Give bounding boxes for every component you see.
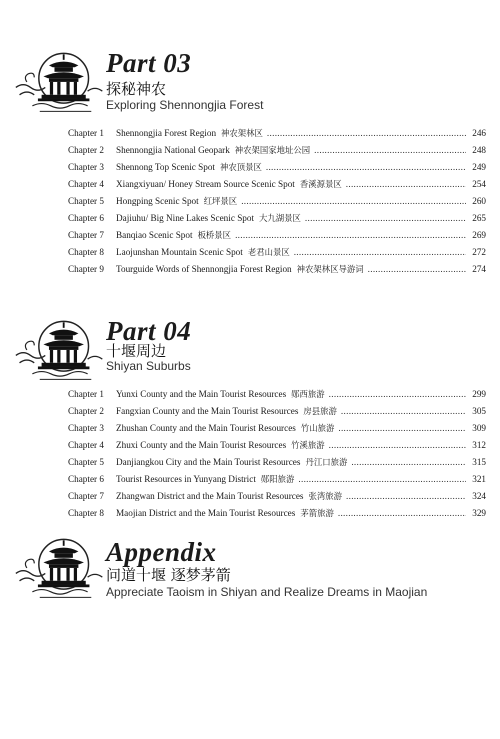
- dot-leader: [338, 505, 466, 522]
- chapter-title: Danjiangkou City and the Main Tourist Resources: [116, 457, 301, 467]
- toc-row[interactable]: [68, 505, 486, 522]
- part-04-title: Part 04: [106, 316, 192, 346]
- part-03-title: Part 03: [106, 48, 192, 78]
- chapter-cn-title: 房县旅游: [303, 406, 337, 416]
- chapter-label: Chapter 7: [68, 491, 104, 501]
- part-04-cn-title: 十堰周边: [106, 342, 167, 360]
- chapter-page: 315: [472, 457, 486, 467]
- chapter-cn-title: 茅箭旅游: [300, 508, 334, 518]
- chapter-page: 299: [472, 389, 486, 399]
- dot-leader: [267, 125, 466, 142]
- chapter-page: 305: [472, 406, 486, 416]
- chapter-label: Chapter 3: [68, 423, 104, 433]
- chapter-page: 254: [472, 179, 486, 189]
- chapter-title: Zhuxi County and the Main Tourist Resources: [116, 440, 287, 450]
- chapter-title: Tourist Resources in Yunyang District: [116, 474, 256, 484]
- dot-leader: [305, 210, 466, 227]
- part-04-en-subtitle: Shiyan Suburbs: [106, 359, 191, 373]
- chapter-title: Xiangxiyuan/ Honey Stream Source Scenic Spot: [116, 179, 295, 189]
- chapter-title: Banqiao Scenic Spot: [116, 230, 193, 240]
- chapter-page: 324: [472, 491, 486, 501]
- chapter-cn-title: 神农顶景区: [219, 162, 262, 172]
- dot-leader: [338, 420, 466, 437]
- chapter-title: Fangxian County and the Main Tourist Resources: [116, 406, 299, 416]
- part-03-cn-title: 探秘神农: [106, 80, 167, 98]
- toc-row[interactable]: [68, 159, 486, 176]
- chapter-page: 265: [472, 213, 486, 223]
- chapter-cn-title: 神农架林区: [221, 128, 263, 138]
- chapter-label: Chapter 7: [68, 230, 104, 240]
- chapter-cn-title: 郧西旅游: [291, 389, 325, 399]
- toc-row[interactable]: [68, 193, 486, 210]
- dot-leader: [294, 244, 466, 261]
- chapter-label: Chapter 1: [68, 389, 104, 399]
- chapter-title: Tourguide Words of Shennongjia Forest Region: [116, 264, 292, 274]
- chapter-label: Chapter 5: [68, 196, 104, 206]
- pavilion-emblem-icon: [14, 42, 106, 120]
- chapter-title: Shennong Top Scenic Spot: [116, 162, 215, 172]
- toc-row[interactable]: [68, 261, 486, 278]
- toc-row[interactable]: [68, 142, 486, 159]
- appendix-cn-title: 问道十堰 逐梦茅箭: [106, 566, 231, 584]
- chapter-label: Chapter 5: [68, 457, 104, 467]
- toc-row[interactable]: [68, 403, 486, 420]
- part-03-toc: [68, 125, 486, 278]
- chapter-page: 309: [472, 423, 486, 433]
- chapter-label: Chapter 2: [68, 145, 104, 155]
- chapter-cn-title: 郧阳旅游: [260, 474, 295, 484]
- chapter-page: 269: [472, 230, 486, 240]
- toc-row[interactable]: [68, 227, 486, 244]
- chapter-label: Chapter 8: [68, 508, 104, 518]
- dot-leader: [346, 176, 466, 193]
- appendix-title: Appendix: [106, 537, 217, 567]
- chapter-page: 329: [472, 508, 486, 518]
- chapter-title: Shennongjia Forest Region: [116, 128, 217, 138]
- chapter-label: Chapter 1: [68, 128, 104, 138]
- dot-leader: [266, 159, 466, 176]
- chapter-title: Laojunshan Mountain Scenic Spot: [116, 247, 243, 257]
- toc-row[interactable]: [68, 176, 486, 193]
- chapter-cn-title: 张湾旅游: [308, 491, 342, 501]
- chapter-title: Shennongjia National Geopark: [116, 145, 230, 155]
- chapter-page: 274: [472, 264, 486, 274]
- chapter-title: Yunxi County and the Main Tourist Resources: [116, 389, 287, 399]
- pavilion-emblem-icon: [14, 528, 106, 606]
- chapter-page: 272: [472, 247, 486, 257]
- dot-leader: [329, 386, 466, 403]
- chapter-page: 249: [472, 162, 486, 172]
- toc-row[interactable]: [68, 437, 486, 454]
- dot-leader: [341, 403, 466, 420]
- dot-leader: [351, 454, 466, 471]
- toc-row[interactable]: [68, 488, 486, 505]
- pavilion-emblem-icon: [14, 310, 106, 388]
- toc-row[interactable]: [68, 125, 486, 142]
- part-04-toc: [68, 386, 486, 522]
- chapter-page: 321: [472, 474, 486, 484]
- chapter-cn-title: 板桥景区: [197, 230, 232, 240]
- chapter-label: Chapter 9: [68, 264, 104, 274]
- chapter-label: Chapter 8: [68, 247, 104, 257]
- toc-row[interactable]: [68, 210, 486, 227]
- chapter-cn-title: 老君山景区: [247, 247, 290, 257]
- chapter-cn-title: 香溪源景区: [299, 179, 342, 189]
- chapter-cn-title: 红坪景区: [203, 196, 238, 206]
- dot-leader: [314, 142, 466, 159]
- chapter-title: Dajiuhu/ Big Nine Lakes Scenic Spot: [116, 213, 255, 223]
- chapter-page: 312: [472, 440, 486, 450]
- chapter-page: 246: [472, 128, 486, 138]
- dot-leader: [241, 193, 466, 210]
- chapter-page: 248: [472, 145, 486, 155]
- part-03-en-subtitle: Exploring Shennongjia Forest: [106, 98, 264, 112]
- chapter-label: Chapter 4: [68, 440, 104, 450]
- dot-leader: [346, 488, 466, 505]
- toc-row[interactable]: [68, 454, 486, 471]
- dot-leader: [329, 437, 466, 454]
- chapter-label: Chapter 3: [68, 162, 104, 172]
- chapter-title: Maojian District and the Main Tourist Resources: [116, 508, 296, 518]
- chapter-title: Zhangwan District and the Main Tourist Resources: [116, 491, 304, 501]
- chapter-cn-title: 神农架国家地址公园: [234, 145, 311, 155]
- toc-row[interactable]: [68, 471, 486, 488]
- appendix-en-subtitle: Appreciate Taoism in Shiyan and Realize Dreams in Maojian: [106, 585, 428, 599]
- chapter-label: Chapter 6: [68, 213, 104, 223]
- chapter-title: Hongping Scenic Spot: [116, 196, 199, 206]
- toc-row[interactable]: [68, 386, 486, 403]
- dot-leader: [368, 261, 466, 278]
- chapter-label: Chapter 2: [68, 406, 104, 416]
- chapter-label: Chapter 4: [68, 179, 104, 189]
- dot-leader: [235, 227, 466, 244]
- toc-row[interactable]: [68, 244, 486, 261]
- chapter-cn-title: 竹山旅游: [300, 423, 335, 433]
- dot-leader: [298, 471, 466, 488]
- toc-row[interactable]: [68, 420, 486, 437]
- chapter-title: Zhushan County and the Main Tourist Resources: [116, 423, 296, 433]
- chapter-cn-title: 神农架林区导游词: [296, 264, 364, 274]
- chapter-cn-title: 丹江口旅游: [305, 457, 348, 467]
- chapter-cn-title: 大九湖景区: [259, 213, 301, 223]
- chapter-page: 260: [472, 196, 486, 206]
- chapter-label: Chapter 6: [68, 474, 104, 484]
- chapter-cn-title: 竹溪旅游: [291, 440, 325, 450]
